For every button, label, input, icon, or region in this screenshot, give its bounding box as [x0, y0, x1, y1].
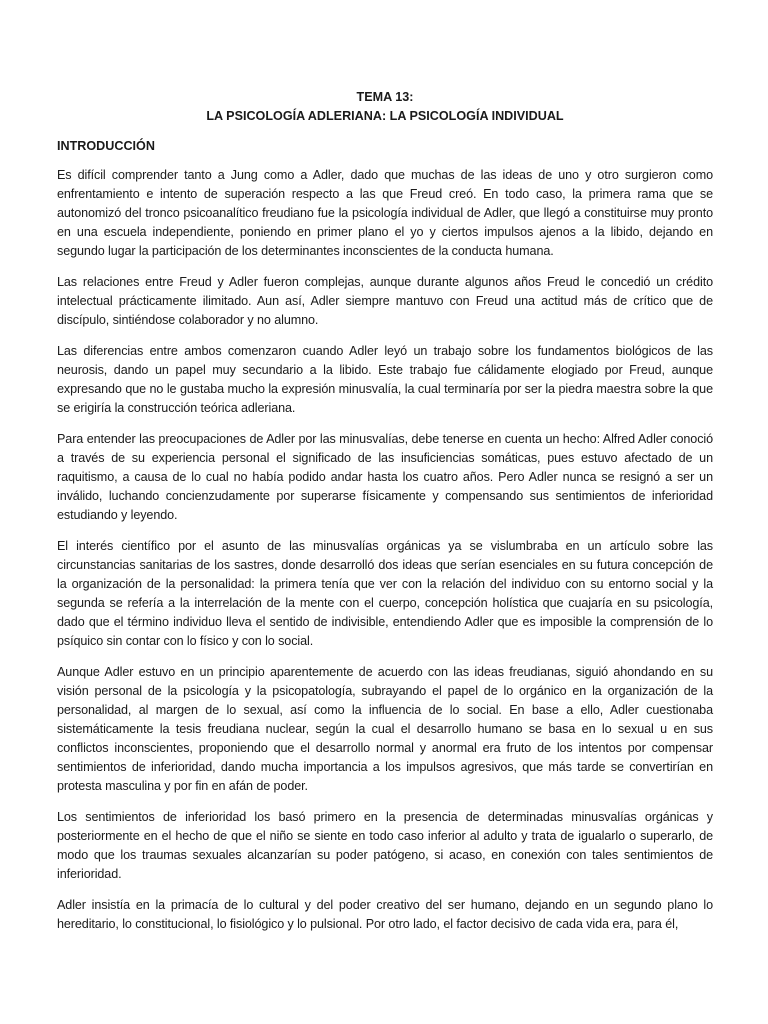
document-page	[57, 88, 713, 946]
document-title-line-2: LA PSICOLOGÍA ADLERIANA: LA PSICOLOGÍA INDIVIDUAL	[206, 109, 564, 123]
paragraph-3: Las diferencias entre ambos comenzaron cuando Adler leyó un trabajo sobre los fundamentos biológicos de las neurosis, dando un papel muy secundario a la libido. Este trabajo fue cálidamente elogiado por Freud, aunque expresando que no le gustaba mucho la expresión minusvalía, la cual terminaría por ser la piedra maestra sobre la que se erigiría la construcción teórica adleriana.	[57, 344, 713, 415]
paragraph-4: Para entender las preocupaciones de Adler por las minusvalías, debe tenerse en cuenta un hecho: Alfred Adler conoció a través de su experiencia personal el significado de las insuficiencias somáticas, pues estuvo afectado de un raquitismo, a causa de lo cual no había podido andar hasta los cuatro años. Pero Adler nunca se resignó a ser un inválido, luchando concienzudamente por superarse físicamente y compensando sus sentimientos de inferioridad estudiando y leyendo.	[57, 432, 713, 522]
paragraph-6: Aunque Adler estuvo en un principio aparentemente de acuerdo con las ideas freudianas, siguió ahondando en su visión personal de la psicología y la psicopatología, subrayando el papel de lo orgánico en la organización de la personalidad, al margen de lo sexual, así como la influencia de lo social. En base a ello, Adler cuestionaba sistemáticamente la tesis freudiana nuclear, según la cual el desarrollo humano se basa en lo sexual u en sus conflictos inconscientes, proponiendo que el desarrollo normal y anormal era fruto de los intentos por compensar sentimientos de inferioridad, dando mucha importancia a los impulsos agresivos, que más tarde se convertirían en protesta masculina y por fin en afán de poder.	[57, 665, 713, 793]
paragraph-8: Adler insistía en la primacía de lo cultural y del poder creativo del ser humano, dejando en un segundo plano lo hereditario, lo constitucional, lo fisiológico y lo pulsional. Por otro lado, el factor decisivo de cada vida era, para él,	[57, 898, 713, 931]
paragraph-7: Los sentimientos de inferioridad los basó primero en la presencia de determinadas minusvalías orgánicas y posteriormente en el hecho de que el niño se siente en todo caso inferior al adulto y trata de igualarlo o superarlo, de modo que los traumas sexuales alcanzarían su poder patógeno, si acaso, en conexión con tales sentimientos de inferioridad.	[57, 810, 713, 881]
paragraph-1: Es difícil comprender tanto a Jung como a Adler, dado que muchas de las ideas de uno y otro surgieron como enfrentamiento e intento de superación respecto a las que Freud creó. En todo caso, la primera rama que se autonomizó del tronco psicoanalítico freudiano fue la psicología individual de Adler, que llegó a constituirse muy pronto en una escuela independiente, poniendo en primer plano el yo y ciertos impulsos ajenos a la libido, dejando en segundo lugar la participación de los determinantes inconscientes de la conducta humana.	[57, 168, 713, 258]
paragraph-5: El interés científico por el asunto de las minusvalías orgánicas ya se vislumbraba en un artículo sobre las circunstancias sanitarias de los sastres, donde desarrolló dos ideas que serían esenciales en su futura concepción de la organización de la personalidad: la primera tenía que ver con la relación del individuo con su entorno social y la segunda se refería a la interrelación de la mente con el cuerpo, concepción holística que cuajaría en su psicología, dado que el término individuo lleva el sentido de indivisible, entendiendo Adler que es imposible la comprensión de lo psíquico sin contar con lo físico y con lo social.	[57, 539, 713, 648]
section-heading-introduccion: INTRODUCCIÓN	[57, 139, 155, 153]
paragraph-2: Las relaciones entre Freud y Adler fueron complejas, aunque durante algunos años Freud le concedió un crédito intelectual prácticamente ilimitado. Aun así, Adler siempre mantuvo con Freud una actitud más de crítico que de discípulo, sintiéndose colaborador y no alumno.	[57, 275, 713, 327]
document-title-line-1: TEMA 13:	[356, 90, 414, 104]
